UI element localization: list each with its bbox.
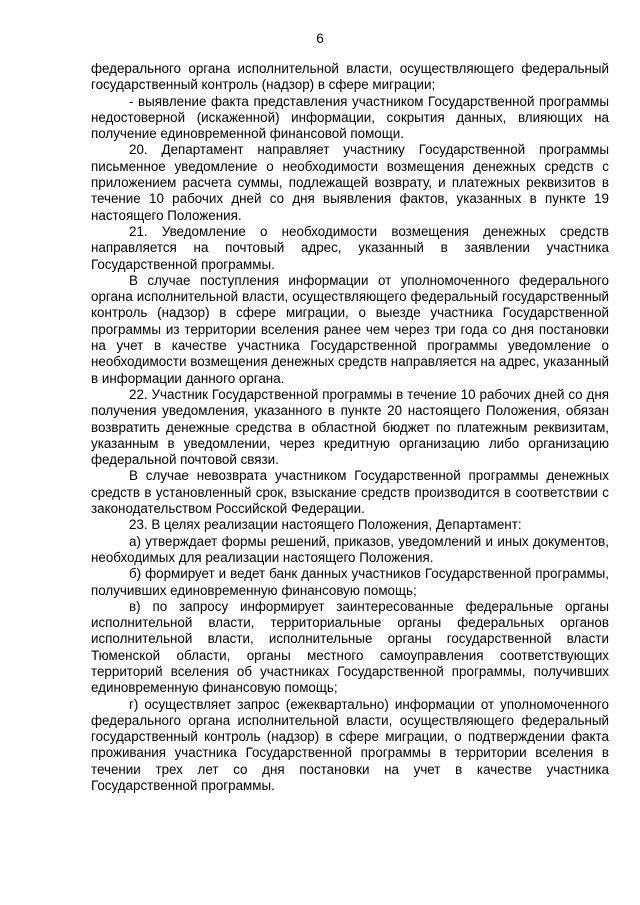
paragraph-clause-23-a: а) утверждает формы решений, приказов, уведомлений и иных документов, необходимых для реализации настоящего Положения. — [91, 533, 609, 565]
paragraph-clause-21-departure: В случае поступления информации от уполномоченного федерального органа исполнительной власти, осуществляющего федеральный государственный контроль (надзор) в сфере миграции, о выезде участника Государственной программы из территории вселения ранее чем через три года со дня постановки на учет в качестве участника Государственной программы уведомление о необходимости возмещения денежных средств направляется на адрес, указанный в информации данного органа. — [91, 272, 609, 386]
paragraph-list-item-falsification: - выявление факта представления участником Государственной программы недостоверной (искаженной) информации, сокрытия данных, влияющих на получение единовременной финансовой помощи. — [91, 93, 609, 142]
page-number: 6 — [316, 31, 324, 46]
paragraph-clause-22: 22. Участник Государственной программы в течение 10 рабочих дней со дня получения уведомления, указанного в пункте 20 настоящего Положения, обязан возвратить денежные средства в областной бюджет по платежным реквизитам, указанным в уведомлении, через кредитную организацию либо организацию федеральной почтовой связи. — [91, 386, 609, 468]
paragraph-clause-21: 21. Уведомление о необходимости возмещения денежных средств направляется на почтовый адрес, указанный в заявлении участника Государственной программы. — [91, 223, 609, 272]
paragraph-clause-23-b: б) формирует и ведет банк данных участников Государственной программы, получивших единовременную финансовую помощь; — [91, 566, 609, 598]
paragraph-clause-23-g: г) осуществляет запрос (ежеквартально) информации от уполномоченного федерального органа исполнительной власти, осуществляющего федеральный государственный контроль (надзор) в сфере миграции, о подтверждении факта проживания участника Государственной программы в территории вселения в течении трех лет со дня постановки на учет в качестве участника Государственной программы. — [91, 696, 609, 794]
paragraph-clause-23: 23. В целях реализации настоящего Положения, Департамент: — [129, 517, 522, 533]
paragraph-clause-22-nonreturn: В случае невозврата участником Государственной программы денежных средств в установленный срок, взыскание средств производится в соответствии с законодательством Российской Федерации. — [91, 468, 609, 517]
paragraph-continuation: федерального органа исполнительной власти, осуществляющего федеральный государственный контроль (надзор) в сфере миграции; — [91, 61, 609, 93]
document-body — [91, 61, 609, 794]
paragraph-clause-20: 20. Департамент направляет участнику Государственной программы письменное уведомление о необходимости возмещения денежных средств с приложением расчета суммы, подлежащей возврату, и платежных реквизитов в течение 10 рабочих дней со дня выявления фактов, указанных в пункте 19 настоящего Положения. — [91, 142, 609, 223]
paragraph-clause-23-v: в) по запросу информирует заинтересованные федеральные органы исполнительной власти, территориальные органы федеральных органов исполнительной власти, исполнительные органы государственной власти Тюменской области, органы местного самоуправления соответствующих территорий вселения об участниках Государственной программы, получивших единовременную финансовую помощь; — [91, 598, 609, 696]
